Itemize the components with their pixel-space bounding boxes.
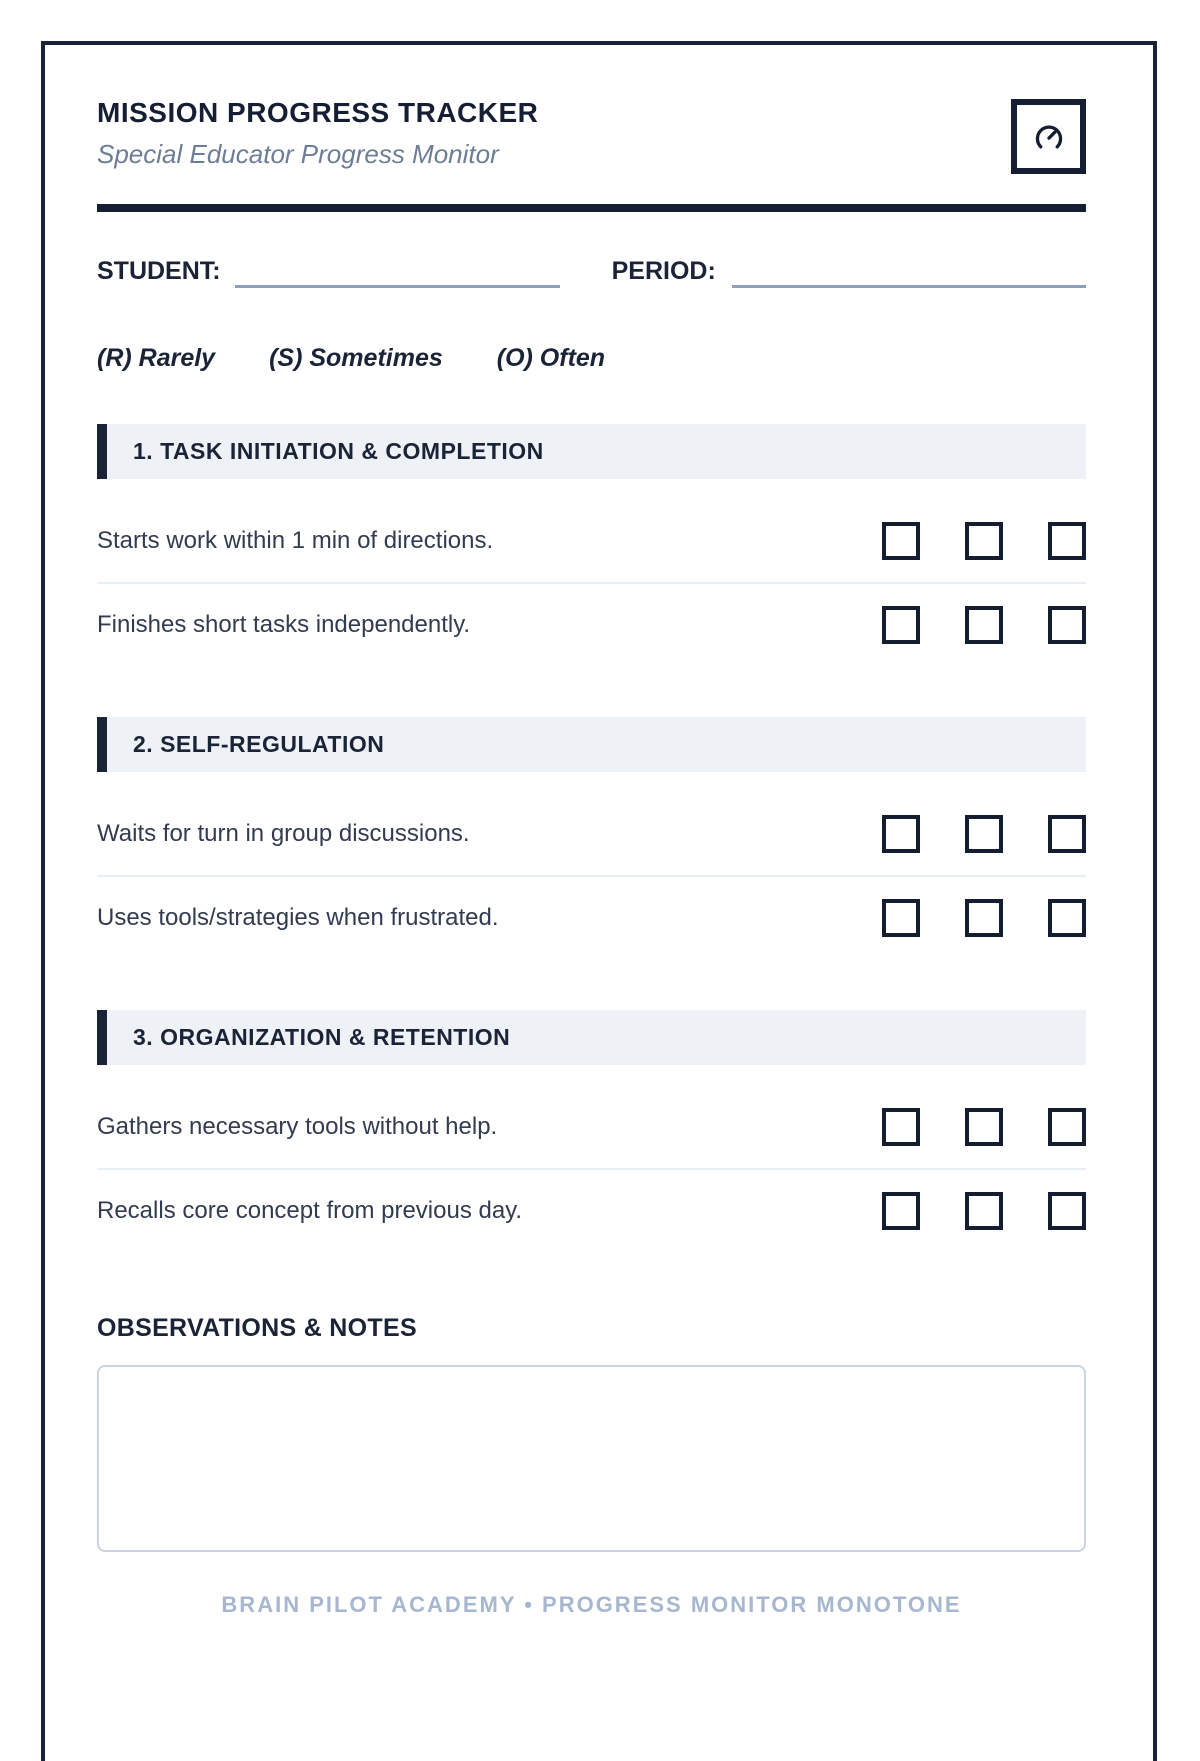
rating-checkboxes xyxy=(882,606,1086,644)
task-row xyxy=(97,500,1086,582)
section-header xyxy=(97,717,1086,772)
checkbox-rarely[interactable] xyxy=(882,1108,920,1146)
task-label: Gathers necessary tools without help. xyxy=(97,1113,498,1140)
rating-checkboxes xyxy=(882,522,1086,560)
header xyxy=(97,98,1086,174)
gauge-icon xyxy=(1011,99,1086,174)
period-field[interactable] xyxy=(732,285,1086,288)
checkbox-often[interactable] xyxy=(1048,815,1086,853)
task-row xyxy=(97,1086,1086,1168)
checkbox-rarely[interactable] xyxy=(882,1192,920,1230)
task-row xyxy=(97,793,1086,875)
checkbox-sometimes[interactable] xyxy=(965,899,1003,937)
rating-checkboxes xyxy=(882,1192,1086,1230)
section-title: 3. ORGANIZATION & RETENTION xyxy=(133,1024,511,1050)
title-block xyxy=(97,98,538,170)
checkbox-rarely[interactable] xyxy=(882,899,920,937)
checkbox-sometimes[interactable] xyxy=(965,815,1003,853)
rating-checkboxes xyxy=(882,1108,1086,1146)
task-row xyxy=(97,584,1086,666)
checkbox-often[interactable] xyxy=(1048,899,1086,937)
section-self-regulation xyxy=(97,717,1086,959)
task-rows xyxy=(97,500,1086,666)
section-accent-bar xyxy=(97,717,107,772)
checkbox-often[interactable] xyxy=(1048,606,1086,644)
page-subtitle: Special Educator Progress Monitor xyxy=(97,139,499,170)
task-label: Waits for turn in group discussions. xyxy=(97,820,470,847)
task-row xyxy=(97,1170,1086,1252)
task-rows xyxy=(97,1086,1086,1252)
section-title: 2. SELF-REGULATION xyxy=(133,731,385,757)
checkbox-sometimes[interactable] xyxy=(965,1192,1003,1230)
checkbox-rarely[interactable] xyxy=(882,606,920,644)
legend-item-often: (O) Often xyxy=(496,344,606,372)
legend-item-rarely: (R) Rarely xyxy=(97,344,216,372)
section-organization-retention xyxy=(97,1010,1086,1252)
task-label: Finishes short tasks independently. xyxy=(97,611,471,638)
task-row xyxy=(97,877,1086,959)
section-header xyxy=(97,424,1086,479)
checkbox-often[interactable] xyxy=(1048,1108,1086,1146)
checkbox-sometimes[interactable] xyxy=(965,1108,1003,1146)
notes-title: OBSERVATIONS & NOTES xyxy=(97,1314,417,1342)
task-rows xyxy=(97,793,1086,959)
section-accent-bar xyxy=(97,1010,107,1065)
page-content xyxy=(45,45,1153,1618)
checkbox-often[interactable] xyxy=(1048,522,1086,560)
rating-checkboxes xyxy=(882,815,1086,853)
section-task-initiation xyxy=(97,424,1086,666)
checkbox-sometimes[interactable] xyxy=(965,606,1003,644)
rating-legend xyxy=(97,344,1086,373)
header-divider-rule xyxy=(97,204,1086,212)
rating-checkboxes xyxy=(882,899,1086,937)
section-accent-bar xyxy=(97,424,107,479)
task-label: Starts work within 1 min of directions. xyxy=(97,527,494,554)
legend-item-sometimes: (S) Sometimes xyxy=(269,344,443,372)
task-label: Recalls core concept from previous day. xyxy=(97,1197,523,1224)
notes-textarea[interactable] xyxy=(97,1365,1086,1552)
student-field[interactable] xyxy=(235,285,560,288)
section-header xyxy=(97,1010,1086,1065)
period-label: PERIOD: xyxy=(611,257,716,285)
checkbox-sometimes[interactable] xyxy=(965,522,1003,560)
checkbox-rarely[interactable] xyxy=(882,815,920,853)
page-title: MISSION PROGRESS TRACKER xyxy=(97,97,539,128)
student-label: STUDENT: xyxy=(97,257,221,285)
checkbox-rarely[interactable] xyxy=(882,522,920,560)
task-label: Uses tools/strategies when frustrated. xyxy=(97,904,499,931)
footer-text: BRAIN PILOT ACADEMY • PROGRESS MONITOR MONOTONE xyxy=(221,1592,962,1617)
fields-row xyxy=(97,259,1086,288)
section-title: 1. TASK INITIATION & COMPLETION xyxy=(133,438,544,464)
document-frame xyxy=(41,41,1157,1761)
checkbox-often[interactable] xyxy=(1048,1192,1086,1230)
